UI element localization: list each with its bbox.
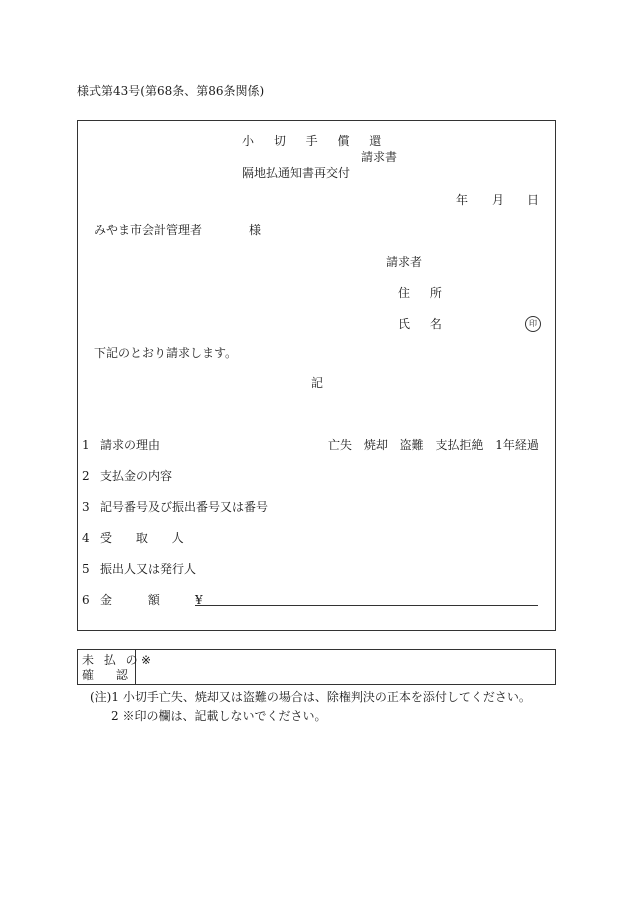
item-5-num: 5 bbox=[82, 562, 90, 576]
item-3-label: 記号番号及び振出番号又は番号 bbox=[100, 500, 269, 514]
date-month: 月 bbox=[492, 193, 505, 207]
item-4-num: 4 bbox=[82, 531, 90, 545]
item-4-label: 受 取 人 bbox=[100, 531, 194, 545]
reason-options: 亡失 焼却 盗難 支払拒絶 1年経過 bbox=[328, 438, 539, 452]
item-5-label: 振出人又は発行人 bbox=[100, 562, 197, 576]
item-2-label: 支払金の内容 bbox=[100, 469, 173, 483]
item-1-num: 1 bbox=[82, 438, 90, 452]
confirm-mark: ※ bbox=[141, 653, 152, 667]
item-6-label: 金 額 bbox=[100, 593, 160, 607]
title-line-1: 小 切 手 償 還 bbox=[242, 134, 390, 148]
item-1-label: 請求の理由 bbox=[100, 438, 161, 452]
confirm-label-1: 未 払 の bbox=[82, 653, 141, 667]
amount-yen-symbol: ¥ bbox=[195, 593, 203, 607]
note-heading: 記 bbox=[311, 376, 324, 390]
addressee-honorific: 様 bbox=[249, 223, 262, 237]
item-2-num: 2 bbox=[82, 469, 90, 483]
date-day: 日 bbox=[527, 193, 540, 207]
title-line-2: 請求書 bbox=[361, 150, 398, 164]
claimant-name-label: 氏 名 bbox=[398, 317, 450, 331]
item-6-num: 6 bbox=[82, 593, 90, 607]
date-year: 年 bbox=[456, 193, 469, 207]
title-line-3: 隔地払通知書再交付 bbox=[242, 166, 351, 180]
note-1: (注)1 小切手亡失、焼却又は盗難の場合は、除権判決の正本を添付してください。 bbox=[90, 690, 531, 704]
claimant-address-label: 住 所 bbox=[398, 286, 450, 300]
item-3-num: 3 bbox=[82, 500, 90, 514]
amount-underline bbox=[195, 605, 538, 606]
confirm-label-2: 確 認 bbox=[82, 668, 128, 682]
form-number: 様式第43号(第68条、第86条関係) bbox=[77, 84, 265, 98]
note-2: 2 ※印の欄は、記載しないでください。 bbox=[111, 709, 327, 723]
claimant-label: 請求者 bbox=[386, 255, 423, 269]
addressee-name: みやま市会計管理者 bbox=[94, 223, 203, 237]
request-statement: 下記のとおり請求します。 bbox=[94, 346, 238, 360]
seal-icon: 印 bbox=[525, 316, 541, 332]
